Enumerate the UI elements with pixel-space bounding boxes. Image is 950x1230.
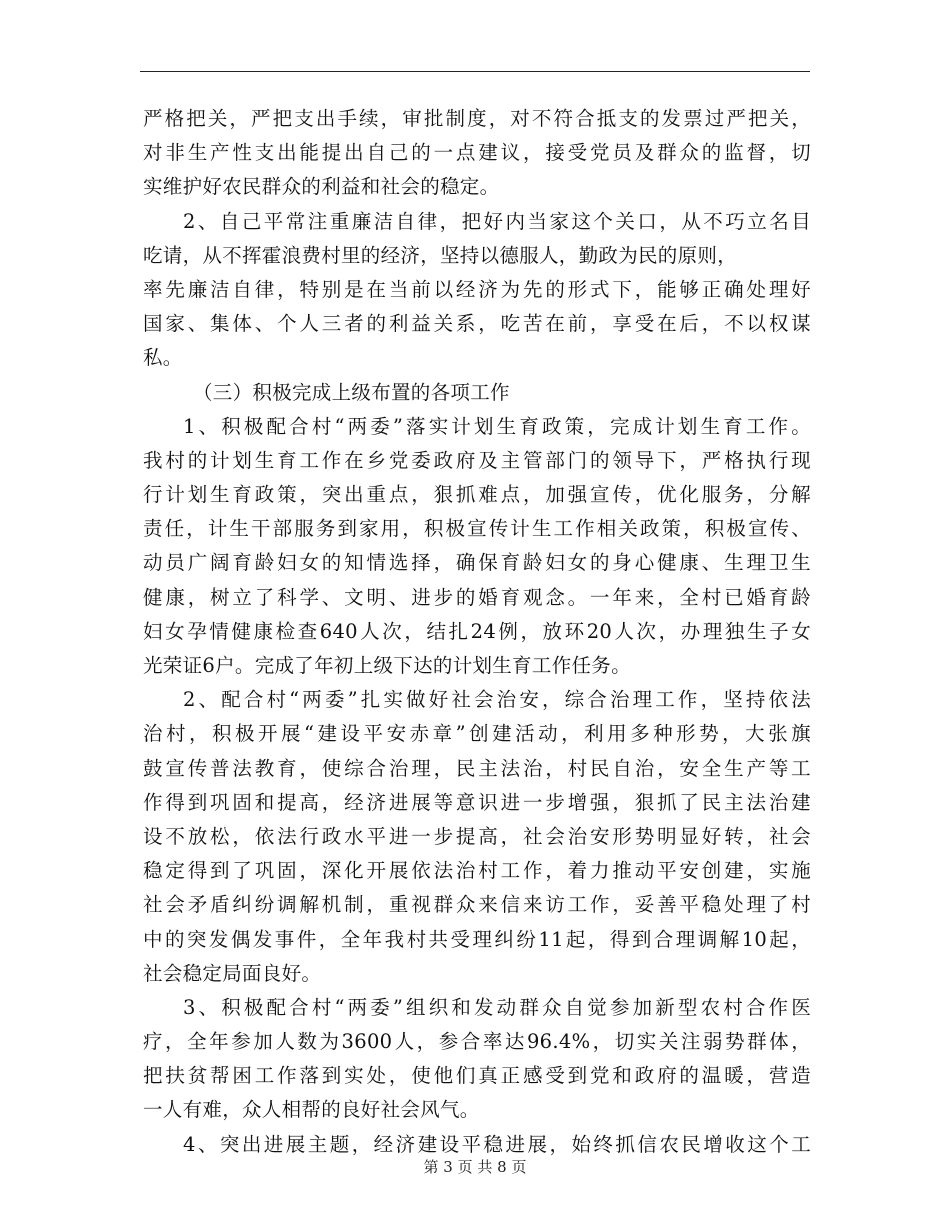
text-line: 疗，全年参加人数为3600人，参合率达96.4%，切实关注弱势群体，: [143, 1030, 811, 1054]
text-line: 3、积极配合村“两委”组织和发动群众自觉参加新型农村合作医: [183, 995, 811, 1019]
document-body: [143, 102, 811, 1162]
text-line: 治村，积极开展“建设平安赤章”创建活动，利用多种形势，大张旗: [143, 722, 811, 746]
text-line: 妇女孕情健康检查640人次，结扎24例，放环20人次，办理独生子女: [143, 619, 811, 643]
text-line: 作得到巩固和提高，经济进展等意识进一步增强，狠抓了民主法治建: [143, 790, 811, 814]
text-line: 社会稳定局面良好。: [143, 961, 322, 985]
text-line: 4、突出进展主题，经济建设平稳进展，始终抓信农民增收这个工: [183, 1132, 811, 1156]
text-line: 我村的计划生育工作在乡党委政府及主管部门的领导下，严格执行现: [143, 448, 811, 472]
text-line: 对非生产性支出能提出自己的一点建议，接受党员及群众的监督，切: [143, 141, 811, 165]
text-line: 2、自己平常注重廉洁自律，把好内当家这个关口，从不巧立名目: [183, 209, 811, 233]
page-number: 第 3 页 共 8 页: [423, 1158, 527, 1176]
header-rule: [140, 71, 810, 72]
text-line: 私。: [143, 346, 183, 370]
text-line: 鼓宣传普法教育，使综合治理，民主法治，村民自治，安全生产等工: [143, 756, 811, 780]
text-line: 光荣证6户。完成了年初上级下达的计划生育工作任务。: [143, 654, 631, 677]
text-line: 健康，树立了科学、文明、进步的婚育观念。一年来，全村已婚育龄: [143, 585, 811, 609]
text-line: 责任，计生干部服务到家用，积极宣传计生工作相关政策，积极宣传、: [143, 517, 811, 541]
text-line: 动员广阔育龄妇女的知情选择，确保育龄妇女的身心健康、生理卫生: [143, 551, 811, 575]
text-line: 吃请，从不挥霍浪费村里的经济，坚持以德服人，勤政为民的原则，: [143, 243, 738, 267]
text-line: 稳定得到了巩固，深化开展依法治村工作，着力推动平安创建，实施: [143, 859, 811, 883]
text-line: 把扶贫帮困工作落到实处，使他们真正感受到党和政府的温暖，营造: [143, 1064, 811, 1088]
text-line: 1、积极配合村“两委”落实计划生育政策，完成计划生育工作。: [183, 414, 811, 438]
text-line: 率先廉洁自律，特别是在当前以经济为先的形式下，能够正确处理好: [143, 277, 811, 301]
text-line: 国家、集体、个人三者的利益关系，吃苦在前，享受在后，不以权谋: [143, 312, 811, 336]
text-line: （三）积极完成上级布置的各项工作: [193, 380, 510, 404]
text-line: 设不放松，依法行政水平进一步提高，社会治安形势明显好转，社会: [143, 824, 811, 848]
text-line: 中的突发偶发事件，全年我村共受理纠纷11起，得到合理调解10起，: [143, 927, 811, 951]
text-line: 社会矛盾纠纷调解机制，重视群众来信来访工作，妥善平稳处理了村: [143, 893, 811, 917]
text-line: 行计划生育政策，突出重点，狠抓难点，加强宣传，优化服务，分解: [143, 483, 811, 507]
text-line: 实维护好农民群众的利益和社会的稳定。: [143, 175, 500, 199]
text-line: 2、配合村“两委”扎实做好社会治安，综合治理工作，坚持依法: [183, 688, 811, 712]
text-line: 一人有难，众人相帮的良好社会风气。: [143, 1098, 480, 1122]
text-line: 严格把关，严把支出手续，审批制度，对不符合抵支的发票过严把关，: [143, 107, 811, 130]
